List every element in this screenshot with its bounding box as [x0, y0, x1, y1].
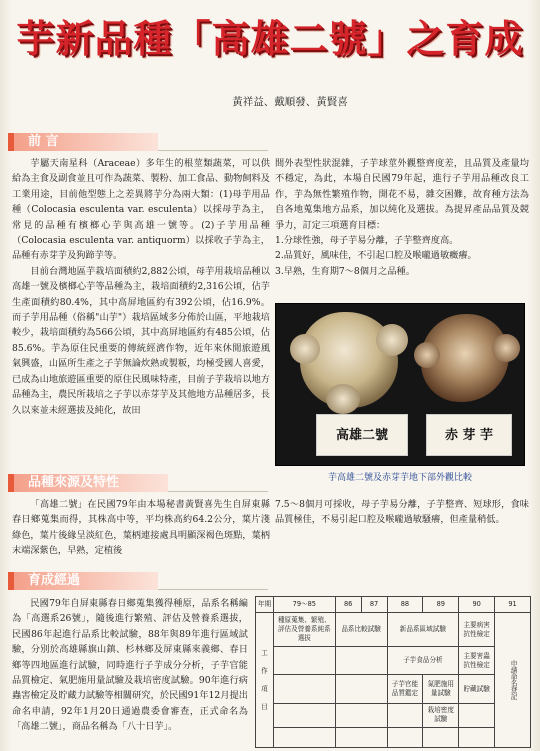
- intro-left-column: [12, 156, 270, 418]
- task-cell: 子芋食品分析: [387, 647, 459, 675]
- empty-cell: [335, 703, 387, 727]
- intro-paragraph-1: 芋屬天南星科（Araceae）多年生的根莖類蔬菜，可以供給為主食及副食並且可作為蔬菜、製粉、加工食品、動物飼料及工業用途，目前他型態上之差異將芋分為兩大類：(1)母芋用品種（Colocasia esculenta var. esculenta）以採母芋為主，常見的品種有檳榔心芋與高雄一號等。(2)子芋用品種（Colocasia esculenta var. antiquorm）以採收子芋為主，品種有赤芽芋及狗蹄芋等。: [12, 158, 270, 262]
- year-cell: 87: [361, 597, 387, 613]
- cormel: [376, 324, 408, 356]
- cormel: [414, 342, 440, 368]
- empty-cell: [387, 727, 423, 747]
- empty-cell: [423, 727, 459, 747]
- section-header-breeding: 育成經過: [8, 572, 158, 590]
- empty-cell: [273, 647, 335, 675]
- goal-1: 1.分球性強，母子芋易分離，子芋整齊度高。: [275, 235, 459, 247]
- task-cell: 子芋官能品質鑑定: [387, 675, 423, 703]
- section-header-origin: 品種來源及特性: [8, 474, 168, 492]
- divider: [158, 589, 268, 590]
- years-label: 年期: [256, 597, 274, 613]
- cormel: [290, 334, 320, 364]
- article-title: 芋新品種「高雄二號」之育成: [16, 17, 524, 61]
- empty-cell: [273, 727, 335, 747]
- empty-cell: [335, 675, 387, 703]
- year-cell: 89: [423, 597, 459, 613]
- label-char: 作: [261, 666, 268, 675]
- work-items-label: [256, 613, 274, 748]
- photo-label-right: 赤 芽 芋: [426, 414, 512, 456]
- photo-label-left: 高雄二號: [316, 414, 408, 456]
- breeding-column: [12, 596, 248, 735]
- goal-2: 2.品質好，風味佳，不引起口腔及喉嚨過敏癥癢。: [275, 250, 477, 262]
- task-cell: 品系比較試驗: [335, 613, 387, 647]
- empty-cell: [335, 727, 387, 747]
- cormel: [492, 334, 520, 362]
- year-cell: 79～85: [273, 597, 335, 613]
- task-cell: 氮肥施用量試驗: [423, 675, 459, 703]
- task-cell: 新品系區域試驗: [387, 613, 459, 647]
- task-cell: 種原蒐集、繁殖、評估及營養系純系選拔: [273, 613, 335, 647]
- origin-paragraph: 「高雄二號」在民國79年由本場秘書黃賢喜先生自屏東縣春日鄉蒐集而得，其株高中等，平均株高約64.2公分，葉片淺綠色，葉片後緣呈淡紅色，葉柄連接處具明顯深褐色斑點，葉柄末端深紫色，早熟，定植後: [12, 499, 270, 557]
- photo-caption: 芋高雄二號及赤芽芋地下部外觀比較: [327, 473, 472, 483]
- origin-paragraph-cont: 7.5～8個月可採收，母子芋易分離，子芋整齊、短球形，食味品質極佳，不易引起口腔及喉嚨過敏騷癢，但產量稍低。: [275, 499, 529, 526]
- breeding-paragraph: 民國79年自屏東縣春日鄉蒐集獲得種原，品系名稱編為「高選系26號」，隨後進行繁殖、評估及營養系選拔，民國86年起進行品系比較試驗，88年與89年進行區域試驗，分別於高雄縣旗山鎮、杉林鄉及屏東縣來義鄉、春日鄉等四地區進行試驗，同時進行子芋成分分析，子芋官能品質檢定、氣肥施用量試驗及栽培密度試驗。90年進行病蟲害檢定及貯藏力試驗等相關研究，於民國91年12月提出命名申請，92年1月20日通過農委會審查，正式命名為「高雄二號」，商品名稱為「八十日芋」。: [12, 598, 248, 733]
- authors: 黃祥益、戴順發、黃賢喜: [232, 96, 348, 108]
- year-cell: 91: [495, 597, 531, 613]
- goal-3: 3.早熟，生育期7～8個月之品種。: [275, 265, 415, 277]
- empty-cell: [387, 703, 423, 727]
- empty-cell: [459, 727, 495, 747]
- year-cell: 90: [459, 597, 495, 613]
- task-cell: 主要病害抗性檢定: [459, 613, 495, 647]
- breeding-schedule-table: [255, 596, 531, 748]
- empty-cell: [335, 647, 387, 675]
- section-header-intro: 前 言: [8, 133, 158, 151]
- label-char: 項: [261, 684, 268, 693]
- empty-cell: [273, 703, 335, 727]
- divider: [158, 150, 268, 151]
- task-cell: 貯藏試驗: [459, 675, 495, 703]
- divider: [168, 491, 268, 492]
- label-char: 目: [261, 702, 268, 711]
- year-cell: 88: [387, 597, 423, 613]
- empty-cell: [273, 675, 335, 703]
- cormel: [326, 384, 360, 414]
- label-char: 工: [261, 648, 268, 657]
- task-cell: 栽培密度試驗: [423, 703, 459, 727]
- year-cell: 86: [335, 597, 361, 613]
- task-cell: 主要害蟲抗性檢定: [459, 647, 495, 675]
- taro-photo: [275, 303, 525, 466]
- intro-paragraph-2: 目前台灣地區芋栽培面積約2,882公頃，母芋用栽培品種以高雄一號及檳榔心芋等品種為主，栽培面積約2,316公頃，佔芋生產面積約80.4%，其中高屏地區約有392公頃，佔16.9%。而子芋用品種（俗稱"山芋"）栽培區域多分佈於山區，平地栽培較少，栽培面積約為566公頃，其中高屏地區約有485公頃，佔85.6%。芋為原住民重要的傳統經濟作物，近年來休閒旅遊風氣興盛，山區所生產之子芋無論炊熟或製粄，均極受國人喜愛，已成為山地旅遊區重要的原住民風味特產，目前子芋栽培以地方品種為主，農民所栽培之子芋以赤芽芋及其他地方品種居多，長久以來並未經選拔及純化，故田: [12, 265, 270, 416]
- origin-left-column: [12, 497, 270, 559]
- intro-paragraph-3: 間外表型性狀混雜，子芋球莖外觀整齊度差，且品質及產量均不穩定，為此，本場自民國79年起，進行子芋用品種改良工作，芋為無性繁殖作物，開花不易，雜交困難，故育種方法為自各地蒐集地方品系，加以純化及選拔。為提昇產品品質及競爭力，訂定三項選育目標：: [275, 158, 529, 231]
- task-cell: 申請命名登記: [495, 613, 531, 748]
- intro-right-column: [275, 156, 529, 279]
- empty-cell: [459, 703, 495, 727]
- origin-right-column: [275, 497, 529, 528]
